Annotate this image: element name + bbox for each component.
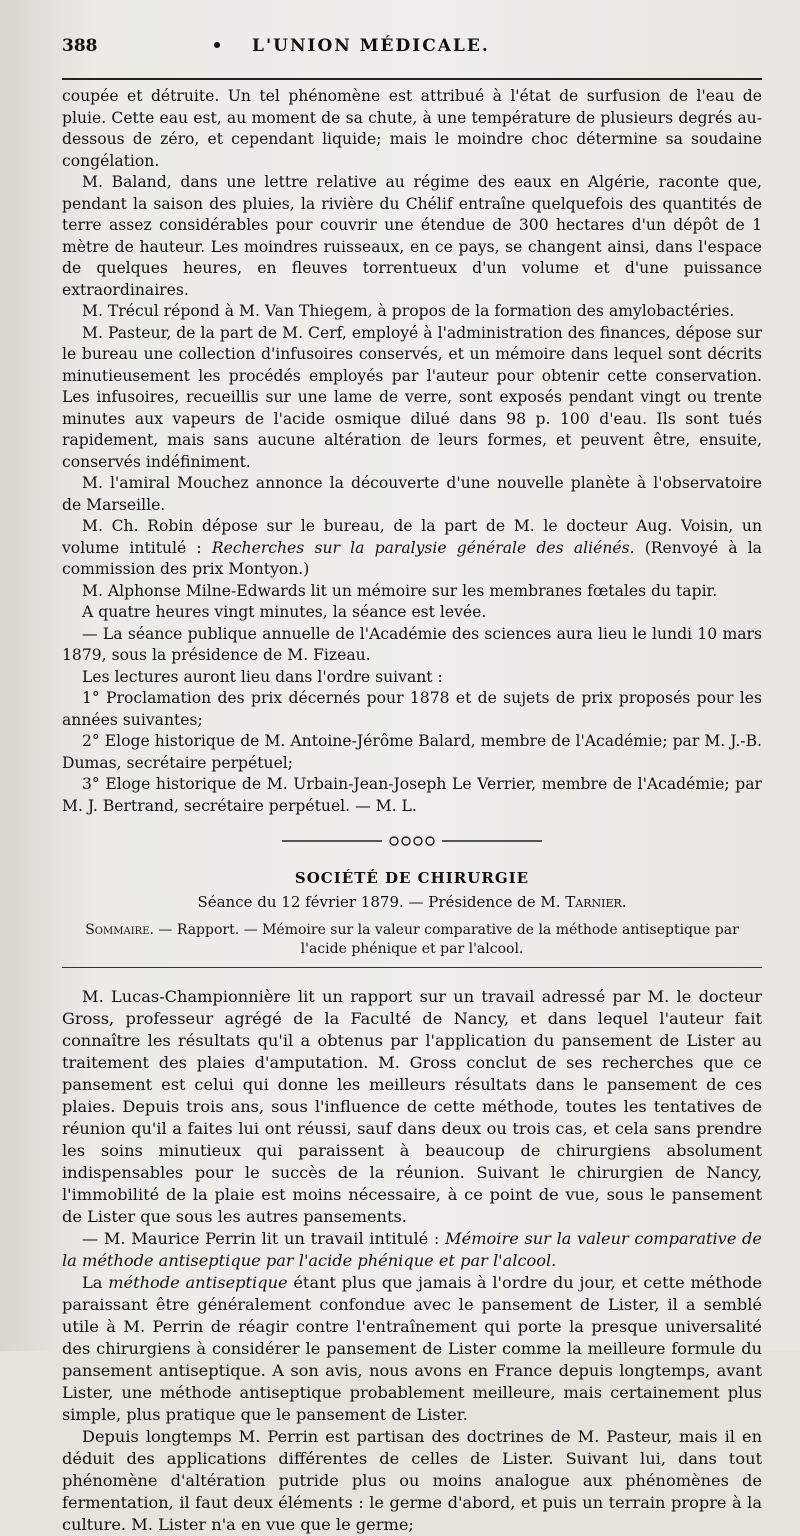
page-header [62, 36, 762, 76]
header-rule [62, 78, 762, 80]
paragraph: Depuis longtemps M. Perrin est partisan des doctrines de M. Pasteur, mais il en déduit des applications différentes de celles de Lister. Suivant lui, dans tout phénomène d'altération putride plus ou moins analogue aux phénomènes de fermentation, il faut deux éléments : le germe d'abord, et puis un terrain propre à la culture. M. Lister n'a en vue que le germe; [62, 1427, 762, 1534]
paragraph: M. l'amiral Mouchez annonce la découverte d'une nouvelle planète à l'observatoire de Marseille. [62, 474, 762, 514]
list-item: 2° Eloge historique de M. Antoine-Jérôme Balard, membre de l'Académie; par M. J.-B. Dumas, secrétaire perpétuel; [62, 732, 762, 772]
seance-text: Séance du 12 février 1879. — Présidence de M. [197, 893, 566, 911]
sommaire [62, 921, 762, 959]
paragraph: M. Lucas-Championnière lit un rapport sur un travail adressé par M. le docteur Gross, professeur agrégé de la Faculté de Nancy, et dans lequel l'auteur fait connaître les résultats qu'il a obtenus par l'application du pansement de Lister au traitement des plaies d'amputation. M. Gross conclut de ses recherches que ce pansement est celui qui donne les meilleurs résultats dans le pansement de ces plaies. Depuis trois ans, sous l'influence de cette méthode, toutes les tentatives de réunion qu'il a faites lui ont réussi, sauf dans deux ou trois cas, et cela sans prendre les soins minutieux qui paraissent à beaucoup de chirurgiens absolument indispensables pour le succès de la réunion. Suivant le chirurgien de Nancy, l'immobilité de la plaie est moins nécessaire, à ce point de vue, sous le pansement de Lister que sous les autres pansements. [62, 987, 762, 1226]
text-run: étant plus que jamais à l'ordre du jour, et cette méthode paraissant être généralement confondue avec le pansement de Lister, il a semblé utile à M. Perrin de réagir contre l'entraînement qui porte la presque universalité des chirurgiens à considérer le pansement de Lister comme la meilleure formule du pansement antiseptique. A son avis, nous avons en France depuis longtemps, avant Lister, une méthode antiseptique probablement meilleure, mais certainement plus simple, plus pratique que le pansement de Lister. [62, 1273, 762, 1424]
divider-ornament-icon [282, 835, 542, 847]
seance-end: . [621, 893, 627, 911]
paragraph: M. Baland, dans une lettre relative au régime des eaux en Algérie, raconte que, pendant la saison des pluies, la rivière du Chélif entraîne quelquefois des quantités de terre assez considérables pour couvrir une étendue de 300 hectares d'un dépôt de 1 mètre de hauteur. Les moindres ruisseaux, en ce pays, se changent ainsi, dans l'espace de quelques heures, en fleuves torrentueux d'un volume et d'une puissance extraordinaires. [62, 173, 762, 299]
journal-title: L'UNION MÉDICALE. [252, 36, 490, 56]
paragraph: — La séance publique annuelle de l'Académie des sciences aura lieu le lundi 10 mars 1879, sous la présidence de M. Fizeau. [62, 624, 762, 664]
paragraph [62, 1272, 762, 1426]
header-bullet: • [211, 36, 223, 56]
paragraph [62, 1228, 762, 1272]
seance-line [62, 893, 762, 911]
text-run: M. Ch. Robin dépose sur le bureau, de la part de M. le docteur Aug. Voisin, un volume intitulé : [62, 517, 762, 557]
ornamental-divider [62, 835, 762, 847]
sommaire-text: . — Rapport. — Mémoire sur la valeur comparative de la méthode antiseptique par l'acide phénique et par l'alcool. [149, 922, 739, 957]
paragraph: coupée et détruite. Un tel phénomène est attribué à l'état de surfusion de l'eau de pluie. Cette eau est, au moment de sa chute, à une température de plusieurs degrés au-dessous de zéro, et cependant liquide; mais le moindre choc détermine sa soudaine congélation. [62, 87, 762, 170]
paragraph: M. Alphonse Milne-Edwards lit un mémoire sur les membranes fœtales du tapir. [82, 581, 718, 600]
page-number: 388 [62, 36, 98, 56]
sommaire-label: Sommaire [85, 922, 150, 938]
paragraph: Les lectures auront lieu dans l'ordre suivant : [82, 667, 443, 686]
emphasis: méthode antiseptique [108, 1273, 288, 1292]
paragraph [62, 516, 762, 581]
book-title: Recherches sur la paralysie générale des aliénés. [211, 538, 635, 557]
paragraph: M. Trécul répond à M. Van Thiegem, à propos de la formation des amylobactéries. [82, 302, 735, 320]
sommaire-rule [62, 967, 762, 968]
list-item: 3° Eloge historique de M. Urbain-Jean-Joseph Le Verrier, membre de l'Académie; par M. J. Bertrand, secrétaire perpétuel. — M. L. [62, 775, 762, 815]
president-name: Tarnier [565, 893, 622, 911]
society-title: SOCIÉTÉ DE CHIRURGIE [294, 869, 530, 887]
paragraph: A quatre heures vingt minutes, la séance est levée. [82, 603, 487, 621]
list-item: 1° Proclamation des prix décernés pour 1878 et de sujets de prix proposés pour les années suivantes; [62, 689, 762, 729]
text-run: (Renvoyé à la commission des prix Montyon.) [62, 538, 762, 578]
memoir-title: Mémoire sur la valeur comparative de la méthode antiseptique par l'acide phénique et par l'alcool. [62, 1229, 763, 1270]
text-run: — M. Maurice Perrin lit un travail intitulé : [82, 1229, 446, 1248]
text-run: La [82, 1273, 109, 1292]
academy-section [62, 86, 762, 817]
surgery-section [62, 986, 762, 1536]
paragraph: M. Pasteur, de la part de M. Cerf, employé à l'administration des finances, dépose sur le bureau une collection d'infusoires conservés, et un mémoire dans lequel sont décrits minutieusement les procédés employés par l'auteur pour obtenir cette conservation. Les infusoires, recueillis sur une lame de verre, sont exposés pendant vingt ou trente minutes aux vapeurs de l'acide osmique dilué dans 98 p. 100 d'eau. Ils sont tués rapidement, mais sans aucune altération de leurs formes, et peuvent être, ensuite, conservés indéfiniment. [62, 323, 762, 471]
